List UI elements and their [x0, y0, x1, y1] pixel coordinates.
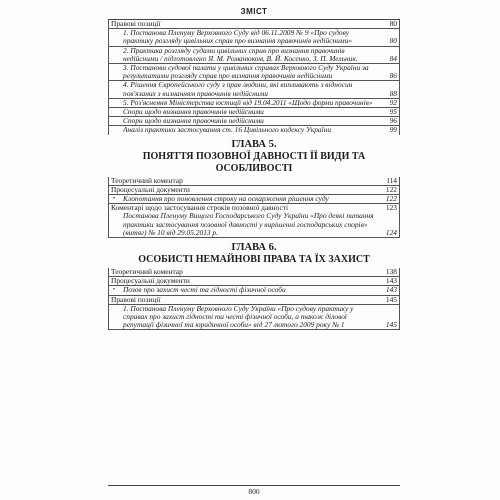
toc-entry: [109, 126, 399, 134]
toc-entry-title: Процесуальні документи: [111, 184, 190, 194]
toc-entry: [109, 212, 399, 238]
toc-entry-title: Спори щодо визнання правочинів недійсними: [123, 116, 264, 126]
toc-entry-page: 95: [389, 107, 397, 117]
chapter-6-number: ГЛАВА 6.: [231, 242, 277, 254]
toc-entry-title: 2. Практика розгляду судами цивільних справ про визнання правочинів недійсними / підготовлено Я. М. Романюком, В. Й. Косенко, З. П. Мельник.: [123, 45, 358, 63]
toc-entry-page: 145: [385, 294, 397, 304]
toc-entry: [109, 29, 399, 46]
toc-section-2: [108, 177, 400, 238]
toc-entry-title: Постанова Пленуму Вищого Господарського Суду України «Про деякі питання практики застосування позовної давності у вирішенні господарських спорів» (витяг) № 10 від 29.05.2013 р.: [123, 211, 374, 237]
toc-entry-title: Клопотання про поновлення строку на оскарження рішення суду: [123, 194, 329, 204]
toc-entry-title: Теоретичний коментар: [111, 267, 183, 277]
toc-entry: [109, 64, 399, 81]
toc-entry-page: 145: [385, 320, 397, 330]
toc-entry: [109, 305, 399, 331]
toc-entry-page: 92: [389, 97, 397, 107]
bullet-icon: •: [113, 287, 116, 294]
toc-section-1: [108, 20, 400, 135]
bullet-icon: •: [113, 196, 116, 203]
toc-entry-page: 122: [385, 194, 397, 204]
toc-entry-title: Правові позиції: [111, 294, 161, 304]
toc-entry-page: 122: [385, 184, 397, 194]
toc-entry-page: 123: [385, 203, 397, 213]
chapter-5-number: ГЛАВА 5.: [231, 138, 277, 150]
toc-entry-title: 1. Постанова Пленуму Верховного Суду від 06.11.2009 № 9 «Про судову практику розгляду цивільних справ про визнання правочинів недійсними»: [123, 28, 352, 46]
toc-entry-page: 99: [389, 125, 397, 135]
toc-entry-title: Коментарі щодо застосування строків позовної давності: [111, 203, 289, 213]
toc-entry-page: 84: [389, 53, 397, 63]
document-page: [108, 6, 400, 496]
toc-entry-title: 3. Постанови судової палати у цивільних справах Верховного Суду України за результатами розгляду справ про визнання правочинів недійсними: [123, 63, 369, 81]
toc-entry-page: 138: [385, 267, 397, 277]
toc-entry-title: Процесуальні документи: [111, 276, 190, 286]
footer-divider: [108, 485, 400, 486]
chapter-5-title: ПОНЯТТЯ ПОЗОВНОЇ ДАВНОСТІ ЇЇ ВИДИ ТА ОСОБЛИВОСТІ: [142, 150, 366, 174]
toc-entry-page: 88: [389, 88, 397, 98]
toc-entry-title: Аналіз практики застосування ст. 16 Цивільного кодексу України: [123, 125, 332, 135]
chapter-6-heading: [108, 238, 400, 268]
toc-entry-page: 143: [385, 276, 397, 286]
toc-entry-title: 1. Постанова Пленуму Верховного Суду України «Про судову практику у справах про захист гідності та честі фізичної особи, а також ділової репутації фізичної та юридичної особи» від 27 лютого 2009 року № 1: [123, 303, 354, 330]
toc-section-3: [108, 268, 400, 330]
toc-entry-page: 80: [389, 36, 397, 46]
toc-entry: [109, 47, 399, 64]
toc-entry-title: 4. Рішення Європейського суду з прав людини, які випливають з відносин пов'язаних з визнанням правочинів недійсними: [123, 80, 353, 98]
toc-entry-title: 5. Роз'яснення Міністерства юстиції від 19.04.2011 «Щодо форми правочинів»: [123, 97, 373, 107]
toc-entry-page: 80: [389, 19, 397, 28]
page-number: 800: [248, 487, 260, 496]
toc-entry-title: Правові позиції: [111, 19, 161, 28]
toc-entry-title: Позов про захист честі та гідності фізичної особи: [123, 285, 286, 295]
toc-entry-title: Теоретичний коментар: [111, 175, 183, 185]
running-header: ЗМІСТ: [240, 7, 268, 16]
toc-entry-page: 124: [385, 227, 397, 237]
toc-entry-page: 96: [389, 116, 397, 126]
toc-entry: [109, 81, 399, 98]
toc-entry-title: Спори щодо визнання правочинів недійсними: [123, 107, 264, 117]
toc-entry-page: 86: [389, 71, 397, 81]
toc-entry-page: 143: [385, 285, 397, 295]
chapter-6-title: ОСОБИСТІ НЕМАЙНОВІ ПРАВА ТА ЇХ ЗАХИСТ: [138, 254, 370, 266]
toc-entry-page: 114: [386, 175, 397, 185]
chapter-5-heading: [108, 135, 400, 177]
